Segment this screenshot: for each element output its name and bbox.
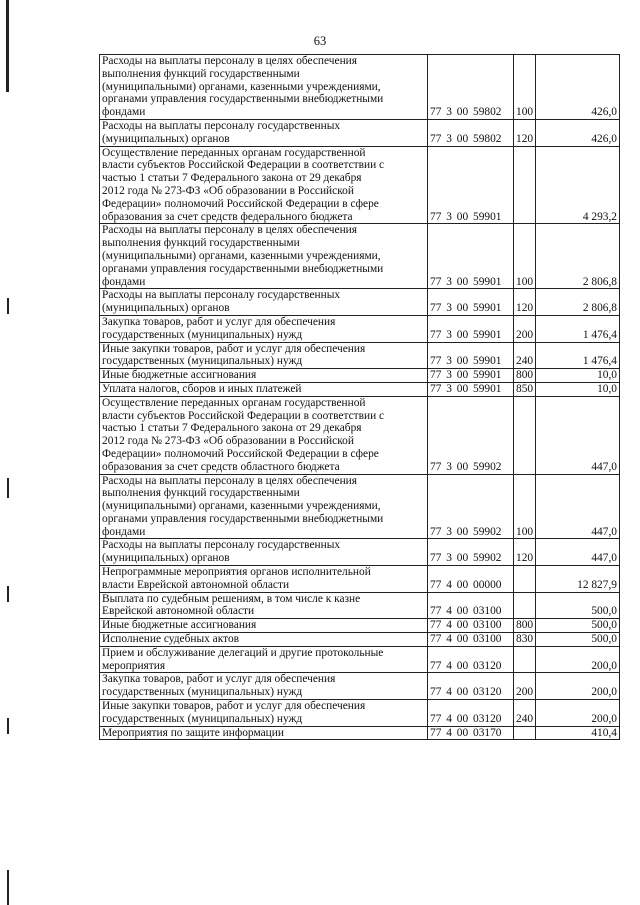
expense-name-cell: Иные закупки товаров, работ и услуг для обеспечения государственных (муниципальных) нужд <box>100 342 428 369</box>
amount-cell: 2 806,8 <box>536 224 620 289</box>
amount-cell: 447,0 <box>536 474 620 539</box>
table-row <box>100 396 620 474</box>
expense-type-cell: 100 <box>514 224 536 289</box>
expense-type-cell: 830 <box>514 633 536 647</box>
table-row <box>100 342 620 369</box>
expense-type-cell <box>514 646 536 673</box>
target-code-cell: 77 3 00 59901 <box>428 382 514 396</box>
expense-name-cell: Расходы на выплаты персоналу в целях обеспечения выполнения функций государственными (муниципальными) органами, казенными учреждениями, органами управления государственными внебюджетными фондами <box>100 224 428 289</box>
target-code-cell: 77 3 00 59902 <box>428 474 514 539</box>
table-row <box>100 619 620 633</box>
expense-type-cell: 240 <box>514 700 536 727</box>
expense-type-cell <box>514 592 536 619</box>
amount-cell: 200,0 <box>536 673 620 700</box>
expense-name-cell: Расходы на выплаты персоналу государственных (муниципальных) органов <box>100 119 428 146</box>
table-row <box>100 146 620 224</box>
expense-name-cell: Выплата по судебным решениям, в том числе к казне Еврейской автономной области <box>100 592 428 619</box>
target-code-cell: 77 3 00 59802 <box>428 119 514 146</box>
expense-name-cell: Иные бюджетные ассигнования <box>100 619 428 633</box>
amount-cell: 500,0 <box>536 619 620 633</box>
margin-mark <box>7 478 9 498</box>
expense-name-cell: Осуществление переданных органам государственной власти субъектов Российской Федерации в соответствии с частью 1 статьи 7 Федерального закона от 29 декабря 2012 года № 273-ФЗ «Об образовании в Российской Федерации» полномочий Российской Федерации в сфере образования за счет средств федерального бюджета <box>100 146 428 224</box>
amount-cell: 2 806,8 <box>536 289 620 316</box>
table-row <box>100 539 620 566</box>
amount-cell: 410,4 <box>536 726 620 740</box>
expense-type-cell <box>514 146 536 224</box>
amount-cell: 500,0 <box>536 633 620 647</box>
margin-mark <box>7 718 9 734</box>
amount-cell: 500,0 <box>536 592 620 619</box>
target-code-cell: 77 4 00 00000 <box>428 566 514 593</box>
amount-cell: 1 476,4 <box>536 342 620 369</box>
amount-cell: 426,0 <box>536 119 620 146</box>
table-row <box>100 55 620 120</box>
expense-type-cell <box>514 726 536 740</box>
amount-cell: 1 476,4 <box>536 315 620 342</box>
expense-type-cell <box>514 566 536 593</box>
expense-name-cell: Расходы на выплаты персоналу в целях обеспечения выполнения функций государственными (муниципальными) органами, казенными учреждениями, органами управления государственными внебюджетными фондами <box>100 55 428 120</box>
expense-type-cell: 850 <box>514 382 536 396</box>
margin-mark <box>7 586 9 602</box>
table-row <box>100 224 620 289</box>
expense-type-cell: 200 <box>514 315 536 342</box>
expense-type-cell: 200 <box>514 673 536 700</box>
budget-table <box>99 54 620 740</box>
expense-name-cell: Исполнение судебных актов <box>100 633 428 647</box>
amount-cell: 426,0 <box>536 55 620 120</box>
expense-type-cell: 800 <box>514 369 536 383</box>
table-row <box>100 633 620 647</box>
expense-name-cell: Расходы на выплаты персоналу в целях обеспечения выполнения функций государственными (муниципальными) органами, казенными учреждениями, органами управления государственными внебюджетными фондами <box>100 474 428 539</box>
budget-table-body <box>100 55 620 740</box>
target-code-cell: 77 4 00 03170 <box>428 726 514 740</box>
amount-cell: 12 827,9 <box>536 566 620 593</box>
expense-name-cell: Прием и обслуживание делегаций и другие протокольные мероприятия <box>100 646 428 673</box>
table-row <box>100 369 620 383</box>
expense-name-cell: Мероприятия по защите информации <box>100 726 428 740</box>
target-code-cell: 77 3 00 59902 <box>428 539 514 566</box>
amount-cell: 200,0 <box>536 700 620 727</box>
target-code-cell: 77 3 00 59802 <box>428 55 514 120</box>
page-number: 63 <box>313 34 327 48</box>
amount-cell: 447,0 <box>536 396 620 474</box>
target-code-cell: 77 4 00 03120 <box>428 646 514 673</box>
expense-type-cell: 100 <box>514 474 536 539</box>
table-row <box>100 646 620 673</box>
margin-mark <box>7 298 9 314</box>
target-code-cell: 77 3 00 59901 <box>428 224 514 289</box>
target-code-cell: 77 3 00 59901 <box>428 289 514 316</box>
table-row <box>100 119 620 146</box>
expense-name-cell: Закупка товаров, работ и услуг для обеспечения государственных (муниципальных) нужд <box>100 315 428 342</box>
expense-type-cell: 800 <box>514 619 536 633</box>
target-code-cell: 77 3 00 59901 <box>428 342 514 369</box>
expense-name-cell: Непрограммные мероприятия органов исполнительной власти Еврейской автономной области <box>100 566 428 593</box>
target-code-cell: 77 4 00 03100 <box>428 619 514 633</box>
table-row <box>100 700 620 727</box>
target-code-cell: 77 4 00 03100 <box>428 633 514 647</box>
target-code-cell: 77 3 00 59901 <box>428 146 514 224</box>
expense-name-cell: Осуществление переданных органам государственной власти субъектов Российской Федерации в соответствии с частью 1 статьи 7 Федерального закона от 29 декабря 2012 года № 273-ФЗ «Об образовании в Российской Федерации» полномочий Российской Федерации в сфере образования за счет средств областного бюджета <box>100 396 428 474</box>
expense-type-cell <box>514 396 536 474</box>
expense-type-cell: 240 <box>514 342 536 369</box>
target-code-cell: 77 4 00 03120 <box>428 700 514 727</box>
table-row <box>100 673 620 700</box>
expense-name-cell: Иные закупки товаров, работ и услуг для обеспечения государственных (муниципальных) нужд <box>100 700 428 727</box>
margin-mark <box>7 870 9 905</box>
target-code-cell: 77 4 00 03120 <box>428 673 514 700</box>
table-row <box>100 382 620 396</box>
target-code-cell: 77 3 00 59901 <box>428 369 514 383</box>
expense-name-cell: Уплата налогов, сборов и иных платежей <box>100 382 428 396</box>
amount-cell: 200,0 <box>536 646 620 673</box>
expense-type-cell: 120 <box>514 539 536 566</box>
expense-name-cell: Расходы на выплаты персоналу государственных (муниципальных) органов <box>100 289 428 316</box>
target-code-cell: 77 4 00 03100 <box>428 592 514 619</box>
table-row <box>100 289 620 316</box>
amount-cell: 4 293,2 <box>536 146 620 224</box>
amount-cell: 447,0 <box>536 539 620 566</box>
expense-name-cell: Иные бюджетные ассигнования <box>100 369 428 383</box>
table-row <box>100 474 620 539</box>
target-code-cell: 77 3 00 59902 <box>428 396 514 474</box>
table-row <box>100 566 620 593</box>
expense-name-cell: Закупка товаров, работ и услуг для обеспечения государственных (муниципальных) нужд <box>100 673 428 700</box>
table-row <box>100 726 620 740</box>
table-row <box>100 592 620 619</box>
expense-type-cell: 120 <box>514 119 536 146</box>
expense-type-cell: 120 <box>514 289 536 316</box>
amount-cell: 10,0 <box>536 382 620 396</box>
expense-type-cell: 100 <box>514 55 536 120</box>
expense-name-cell: Расходы на выплаты персоналу государственных (муниципальных) органов <box>100 539 428 566</box>
table-row <box>100 315 620 342</box>
target-code-cell: 77 3 00 59901 <box>428 315 514 342</box>
amount-cell: 10,0 <box>536 369 620 383</box>
